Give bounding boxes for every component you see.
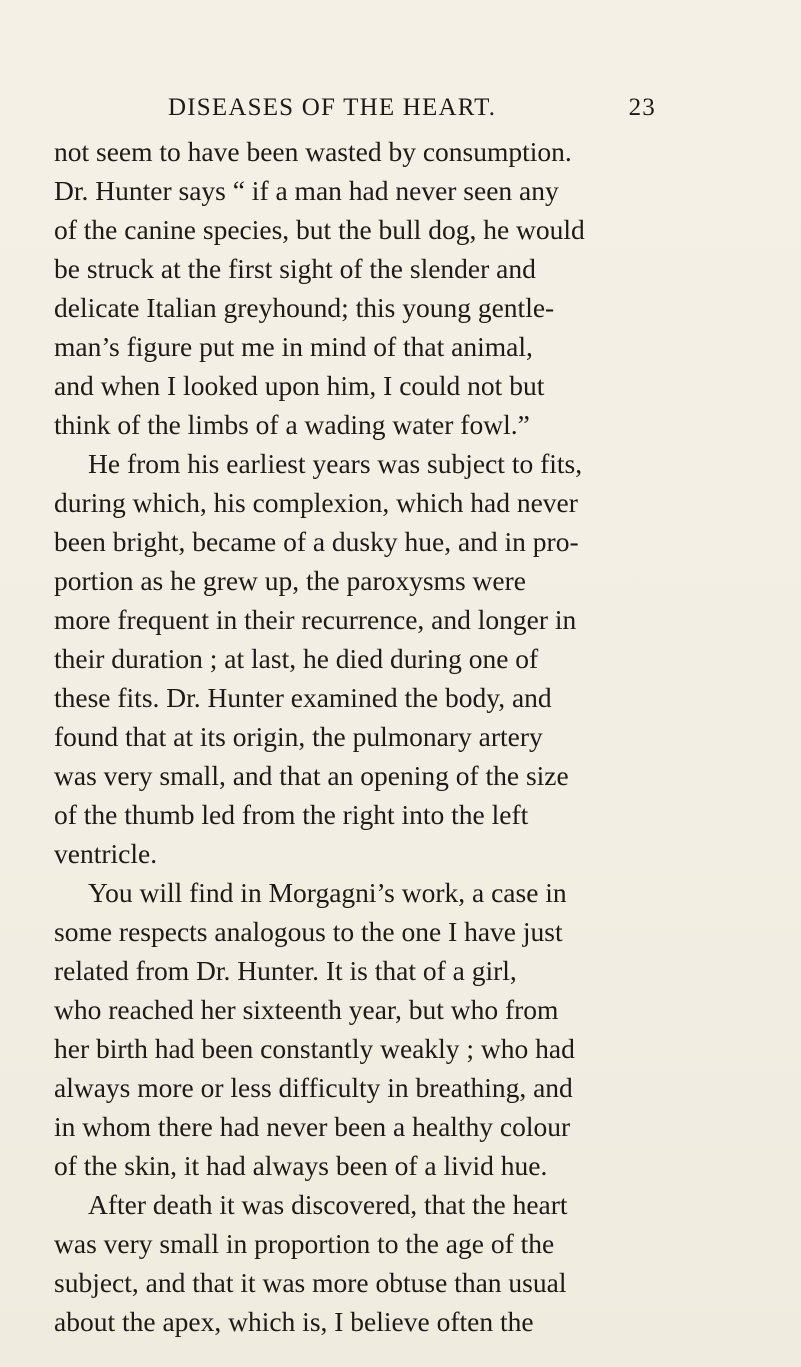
text-line: these fits. Dr. Hunter examined the body, and <box>54 682 552 713</box>
text-line: portion as he grew up, the paroxysms were <box>54 565 526 596</box>
paragraph-start-line: After death it was discovered, that the heart <box>88 1189 568 1220</box>
text-line: and when I looked upon him, I could not but <box>54 370 545 401</box>
text-line: be struck at the first sight of the slender and <box>54 253 536 284</box>
page-number: 23 <box>628 94 656 121</box>
text-line: who reached her sixteenth year, but who from <box>54 994 559 1025</box>
text-line: of the thumb led from the right into the left <box>54 799 529 830</box>
text-line: was very small in proportion to the age of the <box>54 1228 555 1259</box>
paragraph-start-line: He from his earliest years was subject to fits, <box>88 448 583 479</box>
text-line: think of the limbs of a wading water fowl.” <box>54 409 530 440</box>
text-line: their duration ; at last, he died during one of <box>54 643 539 674</box>
text-line: Dr. Hunter says “ if a man had never seen any <box>54 175 559 206</box>
text-line: always more or less difficulty in breathing, and <box>54 1072 573 1103</box>
text-line: more frequent in their recurrence, and longer in <box>54 604 577 635</box>
text-line: was very small, and that an opening of the size <box>54 760 569 791</box>
running-title: DISEASES OF THE HEART. <box>168 94 497 121</box>
text-line: some respects analogous to the one I have just <box>54 916 563 947</box>
text-line: ventricle. <box>54 838 158 869</box>
text-line: found that at its origin, the pulmonary artery <box>54 721 543 752</box>
text-line: of the canine species, but the bull dog, he would <box>54 214 585 245</box>
text-line: her birth had been constantly weakly ; who had <box>54 1033 575 1064</box>
text-line: not seem to have been wasted by consumption. <box>54 136 572 167</box>
running-header <box>168 94 656 130</box>
text-line: related from Dr. Hunter. It is that of a girl, <box>54 955 517 986</box>
text-line: about the apex, which is, I believe often the <box>54 1306 534 1337</box>
text-line: during which, his complexion, which had never <box>54 487 578 518</box>
text-line: of the skin, it had always been of a livid hue. <box>54 1150 548 1181</box>
paragraph-start-line: You will find in Morgagni’s work, a case in <box>88 877 567 908</box>
text-line: delicate Italian greyhound; this young gentle- <box>54 292 555 323</box>
body-text <box>54 132 794 1341</box>
text-line: subject, and that it was more obtuse than usual <box>54 1267 567 1298</box>
text-line: in whom there had never been a healthy colour <box>54 1111 571 1142</box>
text-line: man’s figure put me in mind of that animal, <box>54 331 533 362</box>
text-line: been bright, became of a dusky hue, and in pro- <box>54 526 579 557</box>
